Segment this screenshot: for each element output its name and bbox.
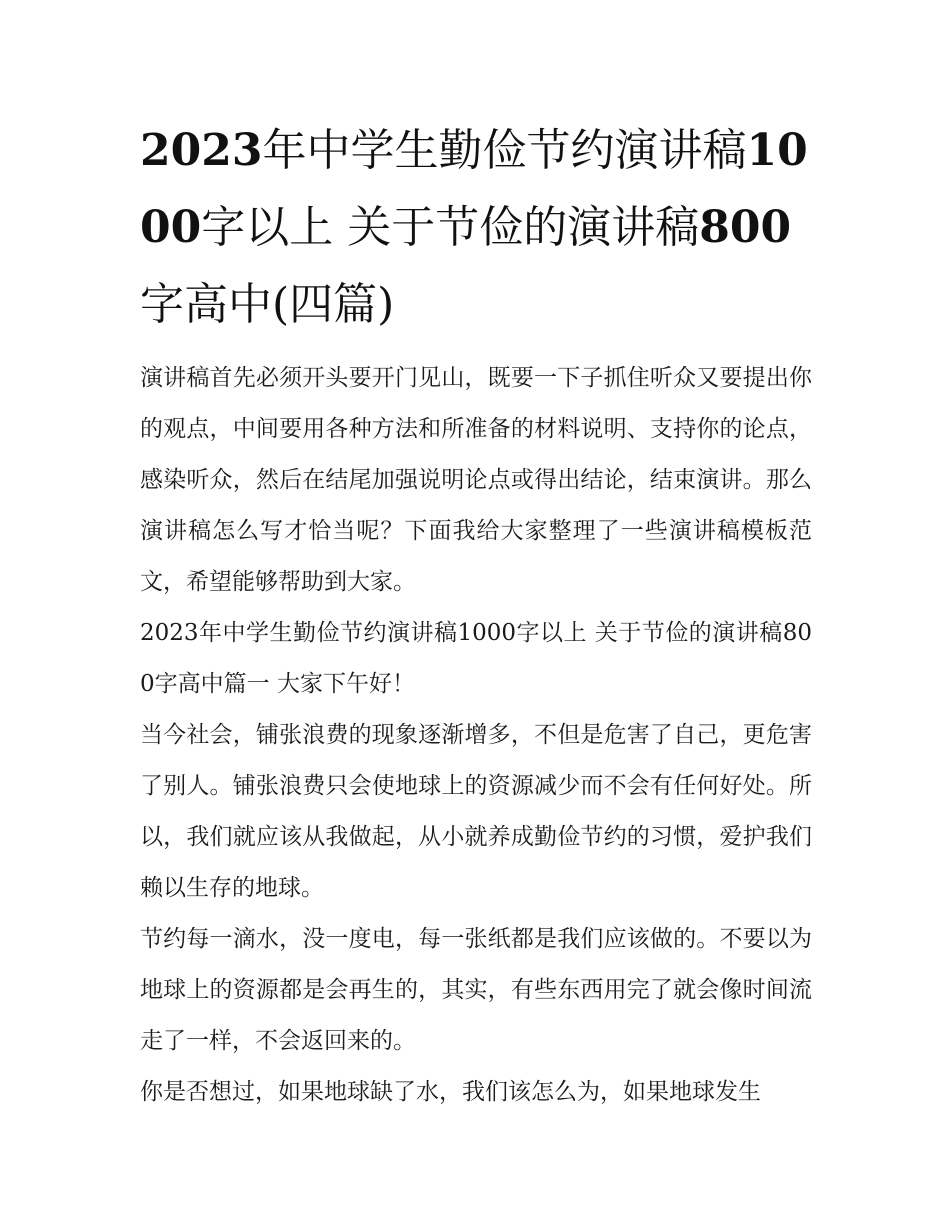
section-heading-paragraph: 2023年中学生勤俭节约演讲稿1000字以上 关于节俭的演讲稿800字高中篇一 大家下午好！	[140, 620, 812, 697]
document-title: 2023年中学生勤俭节约演讲稿1000字以上 关于节俭的演讲稿800字高中(四篇)	[140, 125, 808, 330]
body-paragraph: 当今社会，铺张浪费的现象逐渐增多，不但是危害了自己，更危害了别人。铺张浪费只会使地球上的资源减少而不会有任何好处。所以，我们就应该从我做起，从小就养成勤俭节约的习惯，爱护我们赖以生存的地球。	[140, 722, 812, 901]
document-page	[140, 112, 812, 1118]
body-paragraph: 你是否想过，如果地球缺了水，我们该怎么为，如果地球发生	[140, 1079, 761, 1105]
body-paragraph: 节约每一滴水，没一度电，每一张纸都是我们应该做的。不要以为地球上的资源都是会再生的，其实，有些东西用完了就会像时间流走了一样，不会返回来的。	[140, 926, 812, 1054]
intro-paragraph: 演讲稿首先必须开头要开门见山，既要一下子抓住听众又要提出你的观点，中间要用各种方法和所准备的材料说明、支持你的论点，感染听众，然后在结尾加强说明论点或得出结论，结束演讲。那么演讲稿怎么写才恰当呢？下面我给大家整理了一些演讲稿模板范文，希望能够帮助到大家。	[140, 365, 812, 595]
